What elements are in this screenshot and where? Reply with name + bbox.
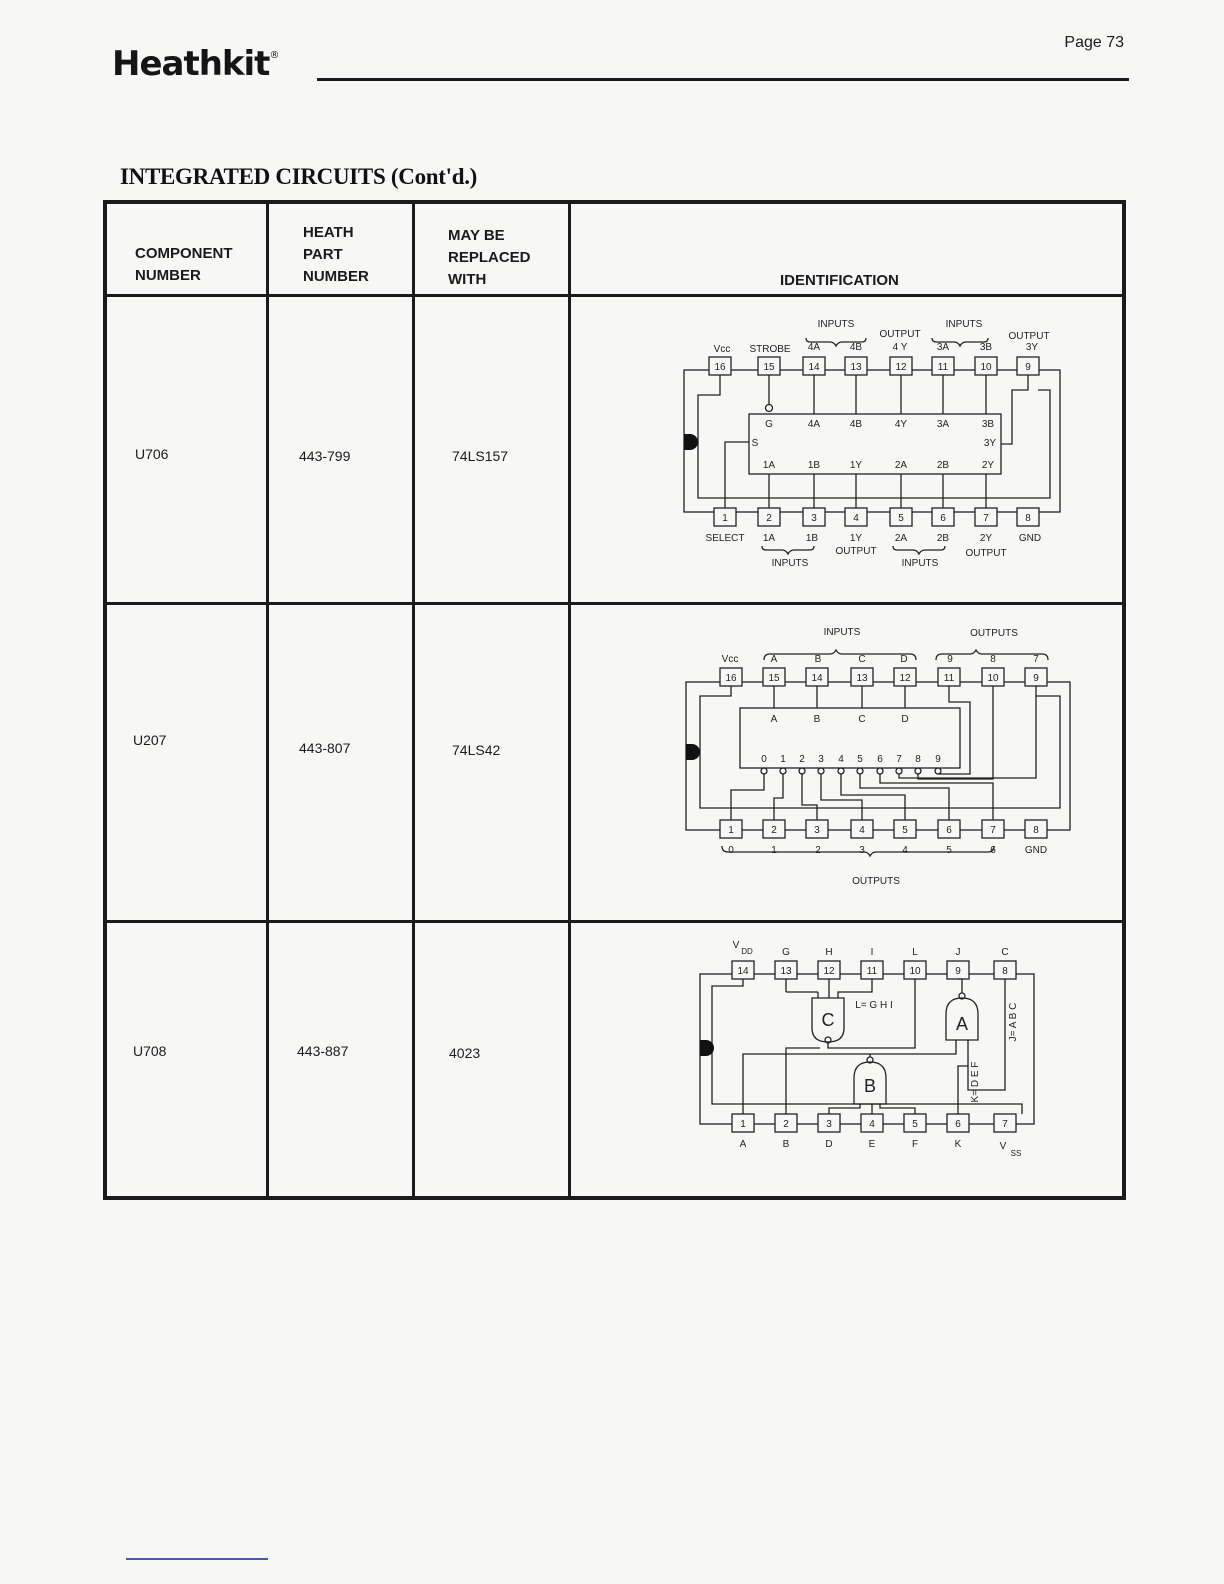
pin-signal: 7 [1033,654,1039,665]
inner-label: G [765,419,773,430]
row-replacement: 4023 [449,1045,481,1061]
header-identification: IDENTIFICATION [780,272,899,289]
pin-number: 3 [814,825,820,836]
pin-signal: F [911,1139,919,1150]
pin-number: 14 [808,362,820,373]
brand-logo: Heathkit® [112,44,279,84]
pin-number: 15 [763,362,775,373]
inner-label: D [901,714,909,725]
label-inputs: INPUTS [901,558,939,569]
pin-signal: A [739,1139,747,1150]
pin-number: 13 [850,362,862,373]
label-output: OUTPUT [835,546,877,557]
section-title: INTEGRATED CIRCUITS (Cont'd.) [120,164,478,189]
pin-number: 1 [728,825,734,836]
pin-signal: 1B [805,533,819,544]
inner-label: 7 [896,754,902,765]
pin-signal: H [825,947,833,958]
pin-signal: D [900,654,908,665]
inner-label: 8 [915,754,921,765]
pin-number: 13 [780,966,792,977]
pin-number: 11 [937,362,949,373]
pin-number: 2 [771,825,777,836]
inner-label: 3B [981,419,995,430]
pin-signal: 5 [946,845,952,856]
pin-signal: 6 [990,845,996,856]
pin-number: 2 [783,1119,789,1130]
pin-number: 4 [859,825,865,836]
pin-number: 3 [811,513,817,524]
pin-signal: G [782,947,790,958]
pin-number: 1 [740,1119,746,1130]
gate-c-label: C [821,1010,835,1030]
pin-number: 9 [1025,362,1031,373]
pin-number: 12 [823,966,835,977]
pin-signal: 4 [902,845,908,856]
pin-signal: Vcc [713,344,731,355]
pin-signal: A [770,654,778,665]
inner-label: 9 [935,754,941,765]
inner-label: 2Y [981,460,995,471]
row-part: 443-799 [299,448,351,464]
inner-label: 1 [780,754,786,765]
pin-signal: 2 [815,845,821,856]
pin-signal: 4 Y [892,342,908,353]
label-inputs: INPUTS [817,319,855,330]
row-part: 443-887 [297,1043,349,1059]
pin-signal: STROBE [749,344,791,355]
pin-number: 9 [1033,673,1039,684]
inner-label: 1B [807,460,821,471]
pin-number: 16 [714,362,726,373]
pin-signal: 2A [894,533,908,544]
gate-b-label: B [863,1076,877,1096]
pin-number: 8 [1002,966,1008,977]
pin-number: 13 [856,673,868,684]
pin-signal: L [912,947,918,958]
pin-signal: C [858,654,866,665]
pin-signal: GND [1018,533,1042,544]
inner-label: A [770,714,778,725]
pin-number: 7 [1002,1119,1008,1130]
pin-signal: D [825,1139,833,1150]
pin-number: 7 [983,513,989,524]
pin-number: 14 [811,673,823,684]
inner-label: 4Y [894,419,908,430]
pin-number: 15 [768,673,780,684]
pin-signal: 1 [771,845,777,856]
pin-number: 5 [898,513,904,524]
pin-signal: 2B [936,533,950,544]
pin-number: 5 [912,1119,918,1130]
pin-signal: C [1001,947,1009,958]
pin-number: 8 [1033,825,1039,836]
inner-label: 1Y [849,460,863,471]
pin-signal: SELECT [705,533,745,544]
pin-number: 4 [853,513,859,524]
pin-number: 10 [980,362,992,373]
pin-signal: 8 [990,654,996,665]
equation-a: J= A B C [1008,1002,1019,1042]
pin-signal: 3A [936,342,950,353]
pin-number: 6 [946,825,952,836]
pin-number: 12 [899,673,911,684]
inner-label: 4 [838,754,844,765]
row-replacement: 74LS42 [452,742,501,758]
pin-signal: SS [1010,1149,1022,1158]
label-inputs: INPUTS [771,558,809,569]
pin-number: 8 [1025,513,1031,524]
pin-signal: B [782,1139,790,1150]
pin-number: 11 [866,966,878,977]
inner-label: C [858,714,866,725]
row-part: 443-807 [299,740,351,756]
pin-signal: GND [1024,845,1048,856]
label-inputs: INPUTS [945,319,983,330]
inner-label: 6 [877,754,883,765]
header-heath-part-number: HEATH PART NUMBER [303,224,369,285]
pin-number: 1 [722,513,728,524]
inner-label: 4A [807,419,821,430]
pin-signal: V [999,1141,1007,1152]
inner-label: 3 [818,754,824,765]
pin-number: 6 [955,1119,961,1130]
inner-label: 5 [857,754,863,765]
label-output: OUTPUT [965,548,1007,559]
inner-label: 1A [762,460,776,471]
equation-c: L= G H I [855,1000,893,1011]
pin-number: 9 [955,966,961,977]
pin-number: 14 [737,966,749,977]
pin-number: 3 [826,1119,832,1130]
inner-label: 4B [849,419,863,430]
pin-signal: 4B [849,342,863,353]
header-component-number: COMPONENT NUMBER [135,245,233,284]
pin-signal: 1A [762,533,776,544]
pin-number: 12 [895,362,907,373]
inner-label: B [813,714,821,725]
pin-signal: 0 [728,845,734,856]
pin-signal: 2Y [979,533,993,544]
pin-signal: B [814,654,822,665]
label-outputs: OUTPUTS [970,628,1018,639]
pin-signal: 4A [807,342,821,353]
pin-number: 4 [869,1119,875,1130]
pin-number: 10 [987,673,999,684]
page-number: Page 73 [1064,34,1124,51]
equation-b: K= D E F [970,1061,981,1103]
pin-signal: K [954,1139,962,1150]
pin-signal: J [955,947,961,958]
header-may-be-replaced-with: MAY BE REPLACED WITH [448,227,531,288]
row-replacement: 74LS157 [452,448,509,464]
pin-number: 2 [766,513,772,524]
pin-signal: V [732,940,740,951]
label-inputs: INPUTS [823,627,861,638]
pin-signal: DD [741,947,753,956]
pin-number: 11 [943,673,955,684]
label-output: OUTPUT [879,329,921,340]
inner-label: 0 [761,754,767,765]
label-outputs: OUTPUTS [852,876,900,887]
pin-signal: I [870,947,874,958]
row-component: U207 [133,732,167,748]
pin-number: 10 [909,966,921,977]
pin-signal: 3Y [1025,342,1039,353]
pin-signal: 3 [859,845,865,856]
row-component: U706 [135,446,169,462]
row-component: U708 [133,1043,167,1059]
pin-signal: 1Y [849,533,863,544]
pin-number: 7 [990,825,996,836]
inner-label: S [751,438,759,449]
pin-signal: 9 [947,654,953,665]
pin-number: 6 [940,513,946,524]
inner-label: 2 [799,754,805,765]
inner-label: 2A [894,460,908,471]
inner-label: 3A [936,419,950,430]
pin-signal: 3B [979,342,993,353]
pin-number: 16 [725,673,737,684]
gate-a-label: A [955,1014,969,1034]
inner-label: 2B [936,460,950,471]
footer-rule [126,1558,268,1560]
label-output: OUTPUT [1008,331,1050,342]
inner-label: 3Y [983,438,997,449]
pin-signal: E [868,1139,876,1150]
pin-number: 5 [902,825,908,836]
pin-signal: Vcc [721,654,739,665]
